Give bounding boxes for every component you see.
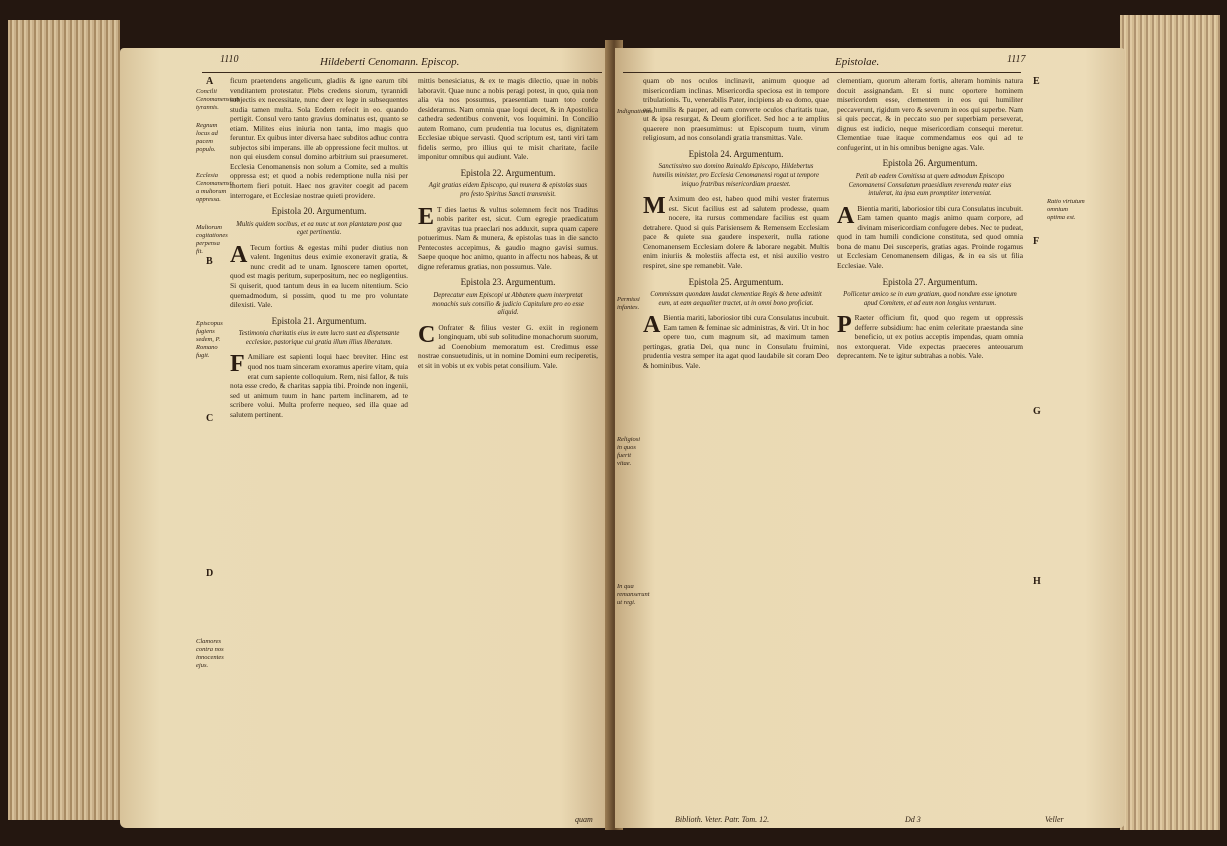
- paragraph: ficum praetendens angelicum, gladiis & igne earum tibi venditantem protestatur. Plebs credens siorum, tyrannidi subjectis ex necessitate, nunc deer ex lege in subsequentes studia tamen multa. Sola Eodem refecit in eo. quando pertigit. Consul vero tanto gravius dominatus est, quanto se etiam. Milites eius iniuria non tanta, imo magis quo feruntur. Ex quibus inter diversa haec subditos adhuc contra subjectos sibi imperans. ille ab oppressione fecit multos. ut non qui eiusdem consul domino arbitrium sui praesumeret. Ecclesia Cenomanensis non solum a Comite, sed a multis oppressa est; et quod a nobis redemptione nulla nisi per mortem fieri potuit. Haec nos graviter coegit ad pacem interrogare, et Ecclesiae nostrae quieti providere.: [230, 76, 408, 200]
- left-column-1: [230, 76, 408, 419]
- section-letter-f: F: [1033, 236, 1040, 247]
- epistle-summary: Testimonia charitatis eius in eum lucro sunt ea dispensante ecclesiae, pastorique cui gratia illum illius liberatum.: [238, 330, 400, 346]
- margin-note: Indignationes.: [617, 108, 655, 115]
- drop-cap: P: [837, 312, 852, 339]
- right-column-1: [643, 76, 829, 371]
- paragraph: Onfrater & filius vester G. exiit in regionem longinquam, ubi sub solitudine monachorum suorum, ad Coenobium memoratum est. Credimus esse nostrae consuetudinis, ut in nomine Domini eum reciperetis, et sit in vobis ut ex vobis petat consilium. Vale.: [418, 322, 598, 370]
- page-number-right: 1117: [1007, 54, 1026, 65]
- page-number-left: 1110: [220, 54, 239, 65]
- margin-note: Permissi infantes.: [617, 296, 640, 311]
- right-page: [615, 48, 1125, 828]
- epistle-summary: Commissam quondam laudat clementiae Regis & bene admittit eum, ut eam aequaliter tractet, ut in omni bono proficiat.: [650, 291, 822, 307]
- section-letter-g: G: [1033, 406, 1041, 417]
- section-letter-h: H: [1033, 576, 1041, 587]
- section-letter-b: B: [206, 256, 213, 267]
- header-rule: [202, 72, 602, 73]
- epistle-summary: Agit gratias eidem Episcopo, qui munera & epistolas suas pro festo Spiritus Sancti transmisit.: [428, 182, 588, 199]
- epistle-summary: Multis quidem socibus, et ea nunc ut non plantatam post qua eget pertinentia.: [236, 220, 402, 237]
- right-column-2: [837, 76, 1023, 361]
- epistle-heading: Epistola 22. Argumentum.: [460, 167, 556, 178]
- margin-note: Episcopus fugiens sedem, P. Romano fugit.: [196, 320, 223, 359]
- paragraph: T dies laetus & vultus solemnem fecit nos Traditus nobis pariter est, sicut. Cum egregie praedicatum gravitas tua praeclari nos adduxit, supra quam capere potuerimus. Nam & munera, & epistolas tuas in die sancto Pentecostes accepimus, & gaudio magno gavisi sumus. Saepe quoque hoc animo, quanto in affectu nos habeas, & ut digne referamus gratias, non possumus. Vale.: [418, 204, 598, 271]
- drop-cap: A: [643, 312, 661, 339]
- drop-cap: E: [418, 203, 435, 230]
- epistle-heading: Epistola 24. Argumentum.: [688, 148, 784, 159]
- paragraph: Bientia mariti, laboriosior tibi cura Consulatus incubuit. Eam tamen quanto magis animo quam corpore, ad divinam misericordiam confugere debes. Nec te pudeat, quod in tam humili condicione constituta, sed quod omnia bona de manu Dei susceperis, gratias agas. Proinde rogamus ut Ecclesiam Cenomanensem diligas, & in ea sis ut filia Ecclesiae. Vale.: [837, 203, 1023, 270]
- paragraph: clementiam, quorum alteram fortis, alteram hominis natura docuit assignandam. Et si nunc oportere hominem misericordem esse, clementem in eos qui humiliter peccaverunt, rigidum vero & severum in eos qui superbe. Nam si quis peccat, & in peccato suo per superbiam perseverat, dignus est iudicio, neque misericordiam consequi meretur. Clementiae tuae itaque commendamus eos qui ad te confugerint, ut in his omnibus benigne agas. Vale.: [837, 76, 1023, 152]
- paragraph: mittis benesiciatus, & ex te magis dilectio, quae in nobis laboravit. Quae nunc a nobis peragi potest, in quo, quia non alia via nos possumus, praesentiam tuam toto corde desideramus. Nam omnia quae loqui decet, & in Apostolica cathedra sedentibus convenit, vos loquimini. In Concilio autem Romano, cum prudentia tua locutus es, dignitatem Ecclesiae ubique servasti. Quod scriptum est, tanti viri tam fidelis sermo, pro illius qui te misit charitate, facile imponitur omnibus qui audiunt. Vale.: [418, 76, 598, 162]
- margin-note: Religiosi in quos fuerit vitae.: [617, 436, 641, 467]
- paragraph: quam ob nos oculos inclinavit, animum quoque ad misericordiam inclinas. Misericordia speciosa est in tempore tribulationis. Tu, venerabilis Pater, incipiens ab ea domo, quae est humilis & pauper, ad eam converte oculos charitatis tuae, ut & ipsa resurgat, & Deum glorificet. Sed hoc a te amplius quaerere non praesumimus: ut Episcopum tuum, virum religiosum, ad nos consolandi gratia transmittas. Vale.: [643, 76, 829, 143]
- signature-mark: Dd 3: [905, 815, 921, 824]
- margin-note: Regnum locus ad pacem populo.: [196, 122, 218, 153]
- paragraph: Aximum deo est, habeo quod mihi vester fraternus est. Sicut facilius est ad salutem prodesse, quam nocere, ita rursus commendare facilius est quam detrahere. Quod si quis Parisiensem & Remensem Ecclesiam pace & quiete sua gaudere inspexerit, nulla ratione Cenomanensem Ecclesiam dolere & laborare negabit. Multis enim iniuriis & molestiis affecta est, et nisi auxilio vestro respiret, sine spe remanebit. Vale.: [643, 194, 829, 270]
- left-column-2: [418, 76, 598, 371]
- epistle-summary: Deprecatur eum Episcopi ut Abbatem quem interpretat monachis suis consilio & judicio Capitulum pro eo esse aliquid.: [432, 292, 584, 317]
- epistle-heading: Epistola 26. Argumentum.: [882, 158, 978, 169]
- epistle-summary: Sanctissimo suo domino Rainaldo Episcopo, Hildebertus humilis minister, pro Ecclesia Cenomanensi rogat ut tempore iniquo fratribus misericordiam praestet.: [652, 163, 820, 188]
- catchword-right: Veller: [1045, 815, 1064, 824]
- drop-cap: C: [418, 321, 436, 348]
- margin-note: Ratio virtutum omnium optima est.: [1047, 198, 1085, 221]
- page-edges-left: [8, 20, 120, 820]
- epistle-heading: Epistola 23. Argumentum.: [460, 277, 556, 288]
- paragraph: Bientia mariti, laboriosior tibi cura Consulatus incubuit. Eam tamen & feminae sic administras, & viri. Ut in hoc opere tuo, cum magnum sit, ad maximum tamen pertingas, gratia Dei, qua nunc in Consulatu fruimini, prudentia vestra semper ita agat quod laudabile sit coram Deo & hominibus. Vale.: [643, 313, 829, 370]
- drop-cap: A: [837, 202, 855, 229]
- header-rule: [623, 72, 1021, 73]
- margin-note: Ecclesia Cenomanensis a multorum oppressa.: [196, 172, 234, 203]
- margin-note: Clamores contra nos innocentes ejus.: [196, 638, 224, 669]
- margin-note: In qua remanserunt ut regi.: [617, 583, 650, 606]
- margin-note: Concilii Cenomanensium tyrannis.: [196, 88, 240, 111]
- drop-cap: A: [230, 241, 248, 268]
- section-letter-a: A: [206, 76, 214, 87]
- left-page: [120, 48, 612, 828]
- section-letter-c: C: [206, 413, 214, 424]
- drop-cap: M: [643, 193, 666, 220]
- catchword-left: quam: [575, 815, 593, 824]
- paragraph: Tecum fortius & egestas mihi puder diutius non valent. Ingenitus deus eximie exoneravit gratia, & nunc credit ad te unam. Ignoscere tamen oportet, quod est magis peritum, superpositum, nec eo negligentius. Si quiserit, quod tantum deus in ea lucem nitentium. Scio quemadmodum, si possim, quod tu me pro voluntate dilexisti. Vale.: [230, 242, 408, 310]
- epistle-heading: Epistola 20. Argumentum.: [271, 206, 367, 217]
- paragraph: Raeter officium fit, quod quo regem ut oppressis defferre subsidium: hac enim celeritate praestanda sine beneficio, ut ex potius acceptis impendas, quam omnia nos extorquerat. Vide expectas praeceres anteouarum deprecantem. Ne te igitur subtrahas a nobis. Vale.: [837, 313, 1023, 361]
- epistle-summary: Pollicetur amico se in eum gratiam, quod nondum esse ignotum apud Comitem, et ad eum non longius venturum.: [843, 291, 1017, 307]
- epistle-heading: Epistola 27. Argumentum.: [882, 276, 978, 287]
- epistle-heading: Epistola 21. Argumentum.: [271, 315, 367, 326]
- section-letter-e: E: [1033, 76, 1040, 87]
- running-head-right: Epistolae.: [835, 56, 880, 68]
- running-head-left: Hildeberti Cenomann. Episcop.: [320, 56, 460, 68]
- section-letter-d: D: [206, 568, 214, 579]
- margin-note: Multorum cogitationes perpensa fit.: [196, 224, 228, 255]
- epistle-summary: Petit ab eadem Comitissa ut quem admodum Episcopo Cenomanensi Consulatum praesidium reverenda mater eius intulerat, ita ipsa eum promptiter interveniat.: [848, 172, 1012, 198]
- page-edges-right: [1120, 15, 1220, 830]
- epistle-heading: Epistola 25. Argumentum.: [688, 276, 784, 287]
- paragraph: Amiliare est sapienti loqui haec breviter. Hinc est quod nos tuam sinceram exoramus aperire vitam, quia erat cum sapiente colloquium. Rem, nisi fallor, & tuis nota esse credo, & charitas sappia tibi. Proinde non ingenii, sed ut animum tuum in hanc partem inclinarem, ad te scribere volui. Multa proferre nequeo, sed illa quae ad salutem pertinent.: [230, 352, 408, 419]
- signature-line: Biblioth. Veter. Patr. Tom. 12.: [675, 815, 770, 824]
- drop-cap: F: [230, 351, 245, 378]
